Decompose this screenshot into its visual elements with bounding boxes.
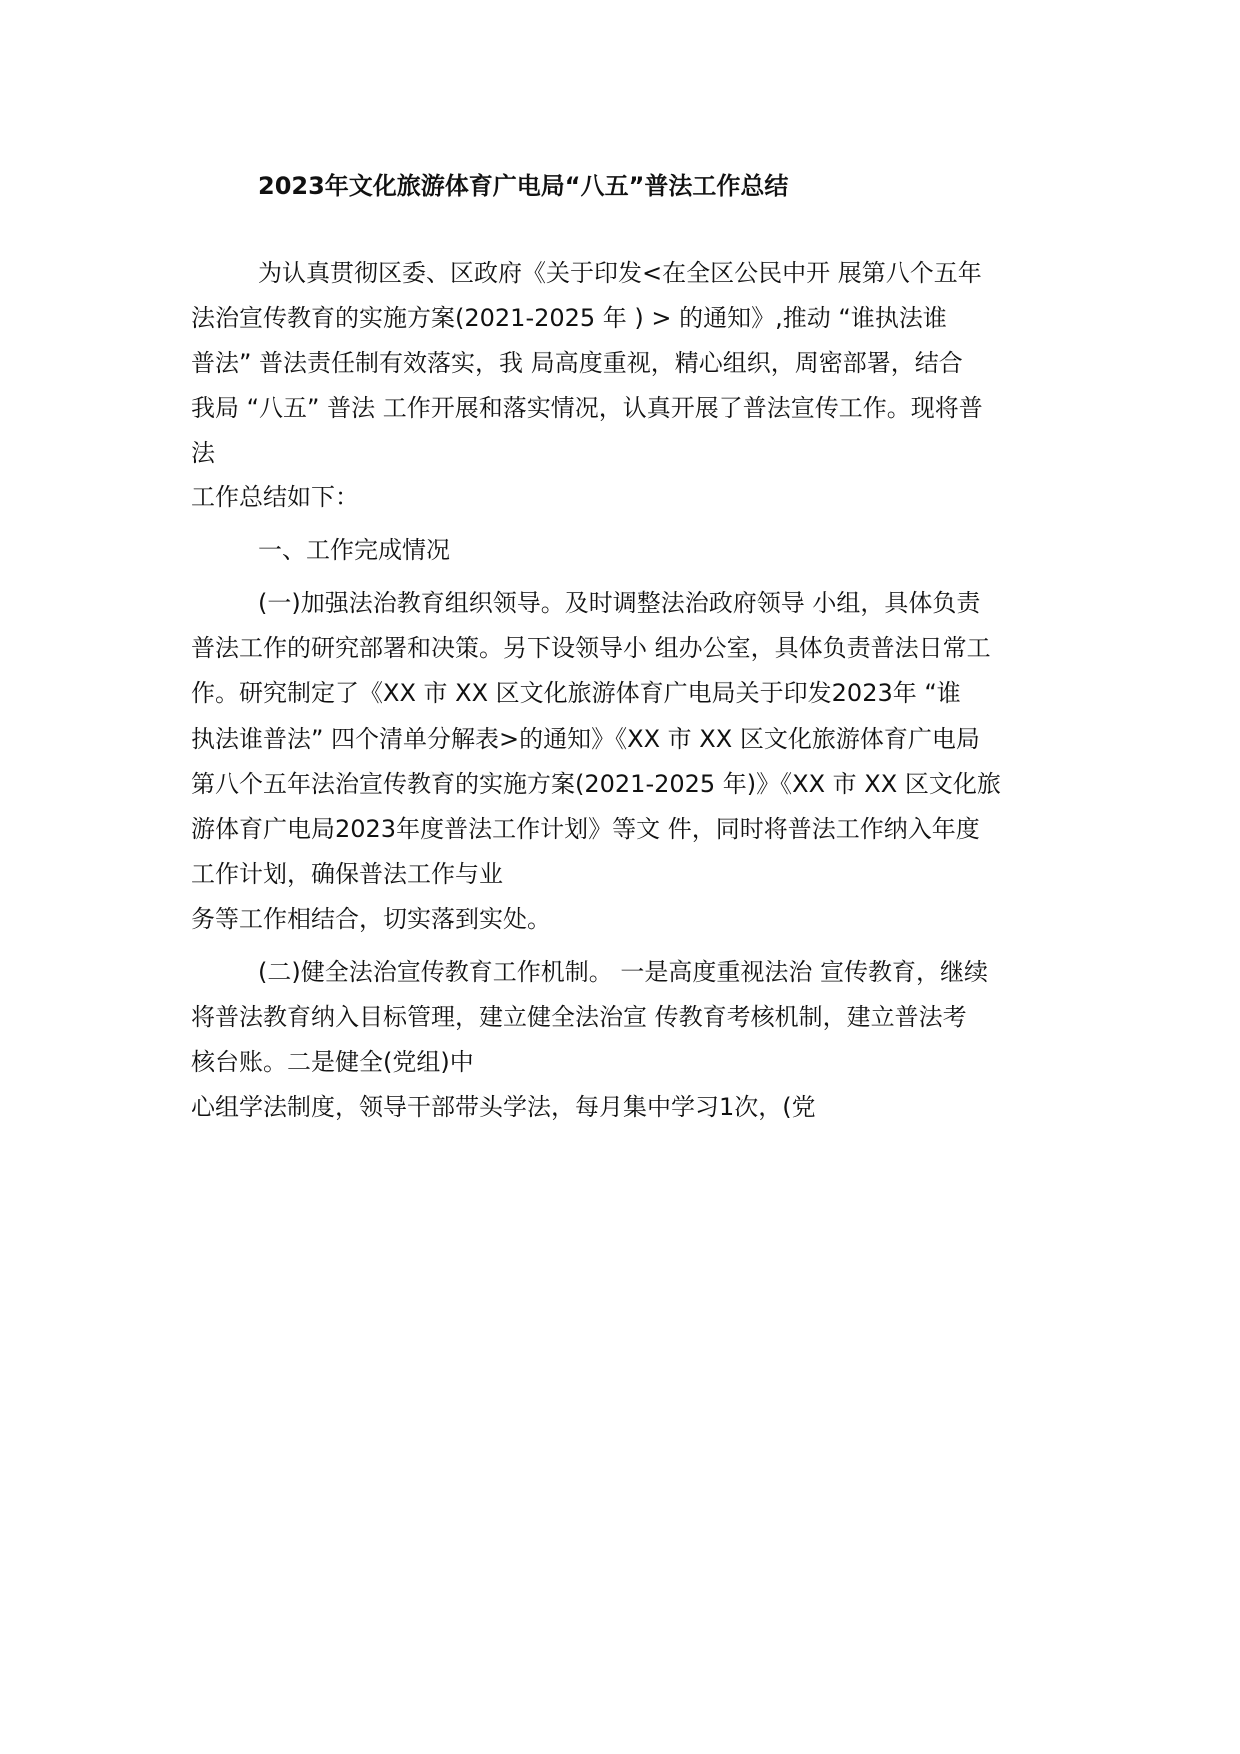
paragraph-1-line-2: 法治宣传教育的实施方案(2021-2025 年 ) > 的通知》,推动 “谁执法谁: [191, 304, 947, 332]
paragraph-2-line-8: 务等工作相结合，切实落到实处。: [191, 905, 551, 933]
paragraph-3-line-4: 心组学法制度，领导干部带头学法，每月集中学习1次，(党: [191, 1093, 816, 1121]
paragraph-3-line-1: (二)健全法治宣传教育工作机制。 一是高度重视法治 宣传教育，继续: [258, 958, 988, 986]
paragraph-1-line-5: 法: [191, 439, 215, 467]
document-title: 2023年文化旅游体育广电局“八五”普法工作总结: [258, 172, 789, 200]
paragraph-1-line-3: 普法” 普法责任制有效落实，我 局高度重视，精心组织，周密部署，结合: [191, 349, 963, 377]
section-heading: 一、工作完成情况: [258, 536, 450, 564]
paragraph-2-line-7: 工作计划，确保普法工作与业: [191, 860, 503, 888]
paragraph-2-line-6: 游体育广电局2023年度普法工作计划》等文 件，同时将普法工作纳入年度: [191, 815, 980, 843]
paragraph-1-line-1: 为认真贯彻区委、区政府《关于印发<在全区公民中开 展第八个五年: [258, 259, 982, 287]
paragraph-2-line-4: 执法谁普法” 四个清单分解表>的通知》《XX 市 XX 区文化旅游体育广电局: [191, 725, 980, 753]
paragraph-3-line-2: 将普法教育纳入目标管理，建立健全法治宣 传教育考核机制，建立普法考: [191, 1003, 967, 1031]
paragraph-2-line-2: 普法工作的研究部署和决策。另下设领导小 组办公室，具体负责普法日常工: [191, 634, 991, 662]
paragraph-2-line-3: 作。研究制定了《XX 市 XX 区文化旅游体育广电局关于印发2023年 “谁: [191, 679, 961, 707]
paragraph-2-line-1: (一)加强法治教育组织领导。及时调整法治政府领导 小组，具体负责: [258, 589, 981, 617]
paragraph-1-line-4: 我局 “八五” 普法 工作开展和落实情况，认真开展了普法宣传工作。现将普: [191, 394, 983, 422]
paragraph-2-line-5: 第八个五年法治宣传教育的实施方案(2021-2025 年)》《XX 市 XX 区文化旅: [191, 770, 1001, 798]
paragraph-3-line-3: 核台账。二是健全(党组)中: [191, 1048, 474, 1076]
paragraph-1-line-6: 工作总结如下：: [191, 483, 359, 511]
